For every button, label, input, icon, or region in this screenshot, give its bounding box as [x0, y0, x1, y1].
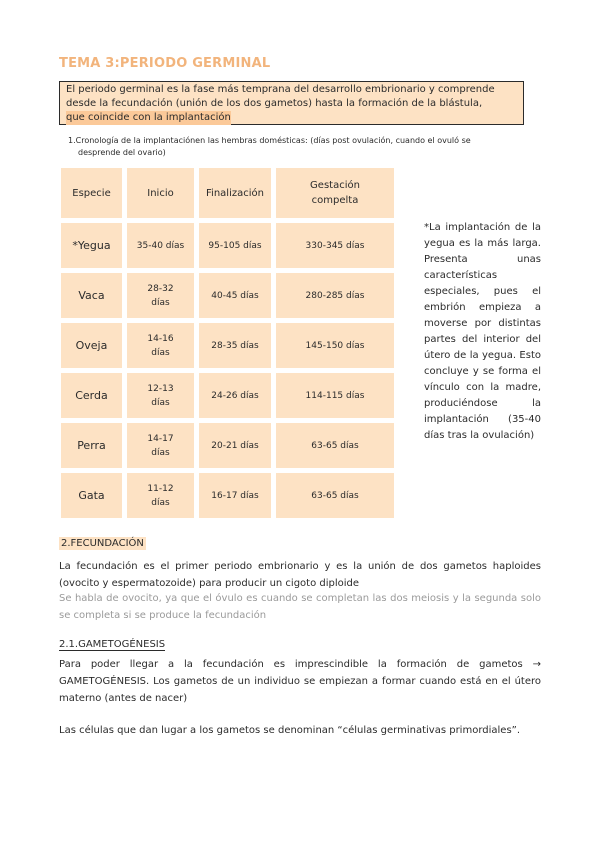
chronology-note-line-2: desprende del ovario): [78, 148, 166, 157]
mare-side-note: *La implantación de la yegua es la más larga. Presenta unas características especiales, pues el embrión empieza a moverse por distintas partes del interior del útero de la yegua. Esto concluye y se forma el vínculo con la madre, produciéndose la implantación (35-40 días tras la ovulación): [424, 222, 541, 441]
table-row: [61, 273, 394, 318]
cell-especie: Oveja: [61, 323, 122, 368]
page-title: TEMA 3:PERIODO GERMINAL: [59, 56, 271, 71]
header-gestacion: Gestación compelta: [276, 168, 394, 218]
cell-gestacion: 280-285 días: [276, 273, 394, 318]
cell-inicio: 28-32 días: [127, 273, 194, 318]
table-row: [61, 473, 394, 518]
cell-fin: 20-21 días: [199, 423, 271, 468]
gametogenesis-paragraph: Para poder llegar a la fecundación es imprescindible la formación de gametos → GAMETOGÉNESIS. Los gametos de un individuo se empiezan a formar cuando está en el útero materno (antes de nacer): [59, 659, 541, 704]
table-row: [61, 323, 394, 368]
cell-especie: Vaca: [61, 273, 122, 318]
header-inicio: Inicio: [127, 168, 194, 218]
cell-inicio: 14-17 días: [127, 423, 194, 468]
cell-gestacion: 114-115 días: [276, 373, 394, 418]
section-heading-gametogenesis: 2.1.GAMETOGÉNESIS: [59, 639, 166, 650]
section-heading-fecundacion: 2.FECUNDACIÓN: [61, 538, 144, 549]
intro-line-1: El periodo germinal es la fase más temprana del desarrollo embrionario y comprende: [66, 84, 495, 95]
cell-fin: 24-26 días: [199, 373, 271, 418]
table-row: [61, 373, 394, 418]
cell-especie: Perra: [61, 423, 122, 468]
table-row: [61, 223, 394, 268]
cell-inicio: 35-40 días: [127, 223, 194, 268]
header-finalizacion: Finalización: [199, 168, 271, 218]
cell-inicio: 11-12 días: [127, 473, 194, 518]
cell-gestacion: 145-150 días: [276, 323, 394, 368]
fecundacion-paragraph: La fecundación es el primer periodo embrionario y es la unión de dos gametos haploides (ovocito y espermatozoide) para producir un cigoto diploide: [59, 561, 541, 589]
table-header-row: [61, 168, 394, 218]
implantation-table: [56, 163, 399, 523]
cell-gestacion: 330-345 días: [276, 223, 394, 268]
chronology-note-line-1: 1.Cronología de la implantaciónen las hembras domésticas: (días post ovulación, cuando el ovuló se: [68, 136, 471, 145]
cell-fin: 40-45 días: [199, 273, 271, 318]
ovocito-note: Se habla de ovocito, ya que el óvulo es cuando se completan las dos meiosis y la segunda solo se completa si se produce la fecundación: [59, 593, 541, 621]
chronology-note: [68, 135, 518, 159]
cell-especie: Gata: [61, 473, 122, 518]
intro-line-3: que coincide con la implantación: [66, 112, 231, 123]
cell-fin: 28-35 días: [199, 323, 271, 368]
intro-box: [59, 81, 524, 125]
cell-especie: *Yegua: [61, 223, 122, 268]
cell-fin: 16-17 días: [199, 473, 271, 518]
table-row: [61, 423, 394, 468]
cell-fin: 95-105 días: [199, 223, 271, 268]
cell-gestacion: 63-65 días: [276, 423, 394, 468]
germinal-cells-paragraph: Las células que dan lugar a los gametos se denominan “células germinativas primordiales”.: [59, 725, 521, 736]
cell-inicio: 14-16 días: [127, 323, 194, 368]
intro-line-2: desde la fecundación (unión de los dos gametos) hasta la formación de la blástula,: [66, 98, 483, 109]
cell-inicio: 12-13 días: [127, 373, 194, 418]
cell-gestacion: 63-65 días: [276, 473, 394, 518]
header-especie: Especie: [61, 168, 122, 218]
cell-especie: Cerda: [61, 373, 122, 418]
